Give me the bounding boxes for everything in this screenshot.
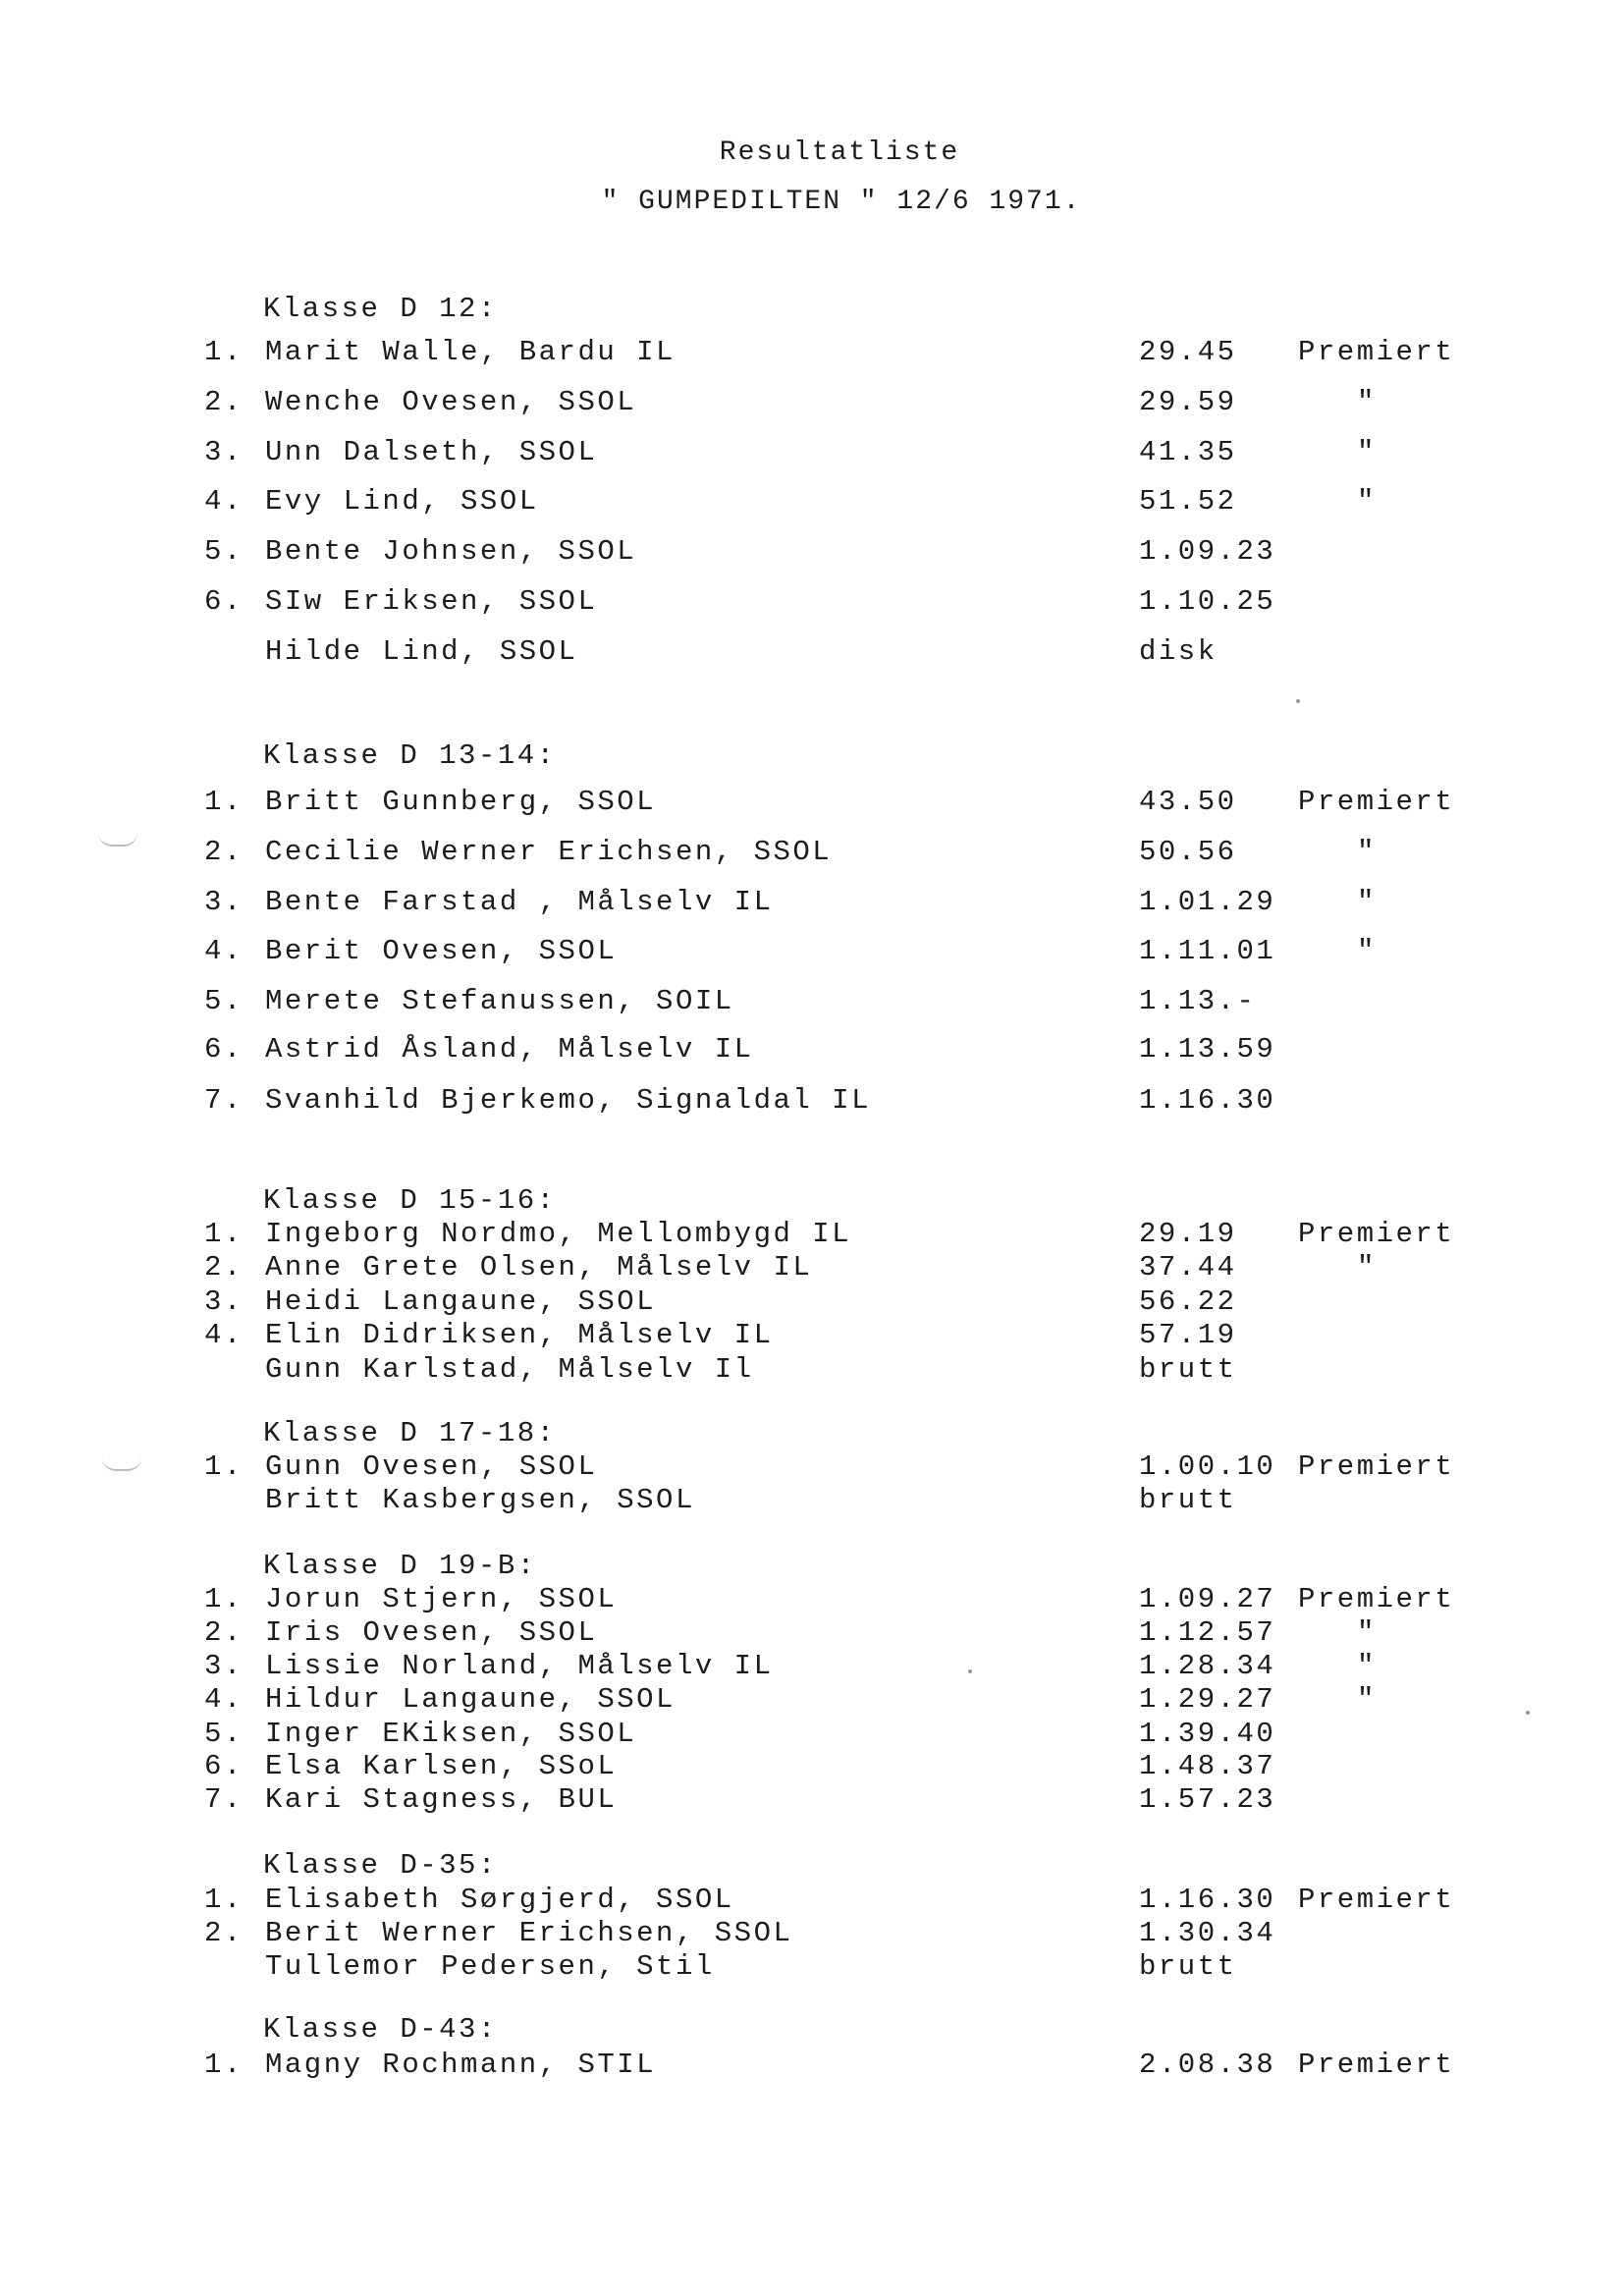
result-time: 29.59 bbox=[1139, 386, 1237, 418]
placement: 6. bbox=[204, 1750, 244, 1782]
placement: 4. bbox=[204, 1683, 244, 1716]
competitor-name: Iris Ovesen, SSOL bbox=[265, 1616, 598, 1649]
result-row bbox=[0, 386, 1624, 425]
award: Premiert bbox=[1298, 1450, 1455, 1483]
award: " bbox=[1357, 836, 1377, 868]
result-time: 1.57.23 bbox=[1139, 1783, 1276, 1816]
document-title: Resultatliste bbox=[719, 137, 960, 168]
result-row bbox=[0, 2049, 1624, 2088]
competitor-name: Ingeborg Nordmo, Mellombygd IL bbox=[265, 1218, 852, 1250]
placement: 5. bbox=[204, 535, 244, 568]
result-time: 1.09.27 bbox=[1139, 1583, 1276, 1615]
competitor-name: Astrid Åsland, Målselv IL bbox=[265, 1033, 754, 1066]
award: Premiert bbox=[1298, 2049, 1455, 2081]
placement: 6. bbox=[204, 1033, 244, 1066]
result-row bbox=[0, 1084, 1624, 1123]
class-header bbox=[0, 293, 1624, 332]
result-time: 1.13.- bbox=[1139, 985, 1257, 1017]
result-row bbox=[0, 535, 1624, 574]
placement: 3. bbox=[204, 1285, 244, 1318]
result-time: 51.52 bbox=[1139, 485, 1237, 518]
competitor-name: Elin Didriksen, Målselv IL bbox=[265, 1319, 774, 1351]
result-time: 1.09.23 bbox=[1139, 535, 1276, 568]
placement: 4. bbox=[204, 485, 244, 518]
placement: 1. bbox=[204, 1450, 244, 1483]
competitor-name: Bente Farstad , Målselv IL bbox=[265, 886, 774, 918]
result-time: brutt bbox=[1139, 1353, 1237, 1386]
class-header-label: Klasse D 12: bbox=[263, 293, 498, 325]
class-header-label: Klasse D-43: bbox=[263, 2013, 498, 2046]
award: " bbox=[1357, 485, 1377, 518]
result-time: 1.48.37 bbox=[1139, 1750, 1276, 1782]
placement: 1. bbox=[204, 1218, 244, 1250]
award: " bbox=[1357, 386, 1377, 418]
award: Premiert bbox=[1298, 1884, 1455, 1916]
result-row bbox=[0, 786, 1624, 825]
class-header-label: Klasse D 19-B: bbox=[263, 1550, 537, 1582]
result-time: 29.19 bbox=[1139, 1218, 1237, 1250]
competitor-name: Elsa Karlsen, SSoL bbox=[265, 1750, 618, 1782]
result-time: 1.01.29 bbox=[1139, 886, 1276, 918]
competitor-name: Elisabeth Sørgjerd, SSOL bbox=[265, 1884, 734, 1916]
award: " bbox=[1357, 1251, 1377, 1284]
competitor-name: SIw Eriksen, SSOL bbox=[265, 585, 598, 618]
document-subtitle: " GUMPEDILTEN " 12/6 1971. bbox=[601, 187, 1082, 217]
competitor-name: Lissie Norland, Målselv IL bbox=[265, 1650, 774, 1682]
competitor-name: Evy Lind, SSOL bbox=[265, 485, 539, 518]
competitor-name: Marit Walle, Bardu IL bbox=[265, 336, 676, 368]
paper-speck bbox=[1296, 699, 1300, 703]
competitor-name: Hilde Lind, SSOL bbox=[265, 635, 578, 668]
award: " bbox=[1357, 1616, 1377, 1649]
award: Premiert bbox=[1298, 1218, 1455, 1250]
class-header-label: Klasse D 17-18: bbox=[263, 1417, 557, 1449]
placement: 5. bbox=[204, 1718, 244, 1750]
competitor-name: Magny Rochmann, STIL bbox=[265, 2049, 657, 2081]
result-time: 1.39.40 bbox=[1139, 1718, 1276, 1750]
result-row bbox=[0, 485, 1624, 524]
result-time: brutt bbox=[1139, 1484, 1237, 1516]
competitor-name: Hildur Langaune, SSOL bbox=[265, 1683, 676, 1716]
placement: 1. bbox=[204, 2049, 244, 2081]
result-row bbox=[0, 1033, 1624, 1072]
placement: 3. bbox=[204, 436, 244, 468]
placement: 3. bbox=[204, 1650, 244, 1682]
result-time: 56.22 bbox=[1139, 1285, 1237, 1318]
result-time: 1.29.27 bbox=[1139, 1683, 1276, 1716]
class-header bbox=[0, 2013, 1624, 2052]
competitor-name: Berit Werner Erichsen, SSOL bbox=[265, 1917, 793, 1949]
competitor-name: Unn Dalseth, SSOL bbox=[265, 436, 598, 468]
result-time: 50.56 bbox=[1139, 836, 1237, 868]
competitor-name: Svanhild Bjerkemo, Signaldal IL bbox=[265, 1084, 871, 1117]
result-time: 1.10.25 bbox=[1139, 585, 1276, 618]
award: " bbox=[1357, 436, 1377, 468]
competitor-name: Tullemor Pedersen, Stil bbox=[265, 1950, 715, 1983]
placement: 2. bbox=[204, 1251, 244, 1284]
competitor-name: Cecilie Werner Erichsen, SSOL bbox=[265, 836, 833, 868]
paper-speck bbox=[1526, 1711, 1530, 1715]
award: Premiert bbox=[1298, 336, 1455, 368]
award: Premiert bbox=[1298, 1583, 1455, 1615]
competitor-name: Britt Kasbergsen, SSOL bbox=[265, 1484, 695, 1516]
placement: 4. bbox=[204, 1319, 244, 1351]
placement: 4. bbox=[204, 935, 244, 967]
result-time: disk bbox=[1139, 635, 1218, 668]
placement: 5. bbox=[204, 985, 244, 1017]
competitor-name: Anne Grete Olsen, Målselv IL bbox=[265, 1251, 813, 1284]
result-time: 57.19 bbox=[1139, 1319, 1237, 1351]
result-row bbox=[0, 336, 1624, 375]
result-time: 1.30.34 bbox=[1139, 1917, 1276, 1949]
result-time: 1.16.30 bbox=[1139, 1084, 1276, 1117]
class-header bbox=[0, 739, 1624, 779]
award: " bbox=[1357, 935, 1377, 967]
placement: 2. bbox=[204, 386, 244, 418]
competitor-name: Jorun Stjern, SSOL bbox=[265, 1583, 618, 1615]
result-row bbox=[0, 1353, 1624, 1393]
placement: 3. bbox=[204, 886, 244, 918]
result-time: 1.12.57 bbox=[1139, 1616, 1276, 1649]
award: " bbox=[1357, 1650, 1377, 1682]
competitor-name: Gunn Ovesen, SSOL bbox=[265, 1450, 598, 1483]
paper-speck bbox=[968, 1669, 972, 1673]
class-header bbox=[0, 1849, 1624, 1888]
placement: 1. bbox=[204, 336, 244, 368]
result-row bbox=[0, 1484, 1624, 1523]
placement: 2. bbox=[204, 1616, 244, 1649]
placement: 7. bbox=[204, 1084, 244, 1117]
result-time: brutt bbox=[1139, 1950, 1237, 1983]
competitor-name: Gunn Karlstad, Målselv Il bbox=[265, 1353, 754, 1386]
placement: 6. bbox=[204, 585, 244, 618]
result-time: 1.13.59 bbox=[1139, 1033, 1276, 1066]
class-header-label: Klasse D-35: bbox=[263, 1849, 498, 1882]
result-time: 37.44 bbox=[1139, 1251, 1237, 1284]
result-time: 1.28.34 bbox=[1139, 1650, 1276, 1682]
competitor-name: Berit Ovesen, SSOL bbox=[265, 935, 618, 967]
result-time: 29.45 bbox=[1139, 336, 1237, 368]
result-row bbox=[0, 635, 1624, 675]
result-time: 41.35 bbox=[1139, 436, 1237, 468]
result-row bbox=[0, 436, 1624, 475]
result-row bbox=[0, 1783, 1624, 1823]
award: " bbox=[1357, 886, 1377, 918]
competitor-name: Wenche Ovesen, SSOL bbox=[265, 386, 637, 418]
result-row bbox=[0, 1251, 1624, 1290]
result-row bbox=[0, 585, 1624, 625]
award: " bbox=[1357, 1683, 1377, 1716]
result-time: 1.00.10 bbox=[1139, 1450, 1276, 1483]
award: Premiert bbox=[1298, 786, 1455, 818]
result-row bbox=[0, 836, 1624, 875]
competitor-name: Merete Stefanussen, SOIL bbox=[265, 985, 734, 1017]
competitor-name: Britt Gunnberg, SSOL bbox=[265, 786, 657, 818]
placement: 2. bbox=[204, 1917, 244, 1949]
competitor-name: Heidi Langaune, SSOL bbox=[265, 1285, 657, 1318]
result-time: 2.08.38 bbox=[1139, 2049, 1276, 2081]
competitor-name: Kari Stagness, BUL bbox=[265, 1783, 618, 1816]
result-row bbox=[0, 886, 1624, 925]
result-time: 1.16.30 bbox=[1139, 1884, 1276, 1916]
result-row bbox=[0, 1319, 1624, 1358]
result-row bbox=[0, 1683, 1624, 1722]
placement: 1. bbox=[204, 1884, 244, 1916]
competitor-name: Bente Johnsen, SSOL bbox=[265, 535, 637, 568]
placement: 1. bbox=[204, 1583, 244, 1615]
result-time: 1.11.01 bbox=[1139, 935, 1276, 967]
class-header-label: Klasse D 13-14: bbox=[263, 739, 557, 772]
placement: 7. bbox=[204, 1783, 244, 1816]
result-row bbox=[0, 935, 1624, 974]
result-row bbox=[0, 985, 1624, 1024]
class-header-label: Klasse D 15-16: bbox=[263, 1184, 557, 1217]
placement: 1. bbox=[204, 786, 244, 818]
placement: 2. bbox=[204, 836, 244, 868]
competitor-name: Inger EKiksen, SSOL bbox=[265, 1718, 637, 1750]
result-row bbox=[0, 1950, 1624, 1990]
result-time: 43.50 bbox=[1139, 786, 1237, 818]
